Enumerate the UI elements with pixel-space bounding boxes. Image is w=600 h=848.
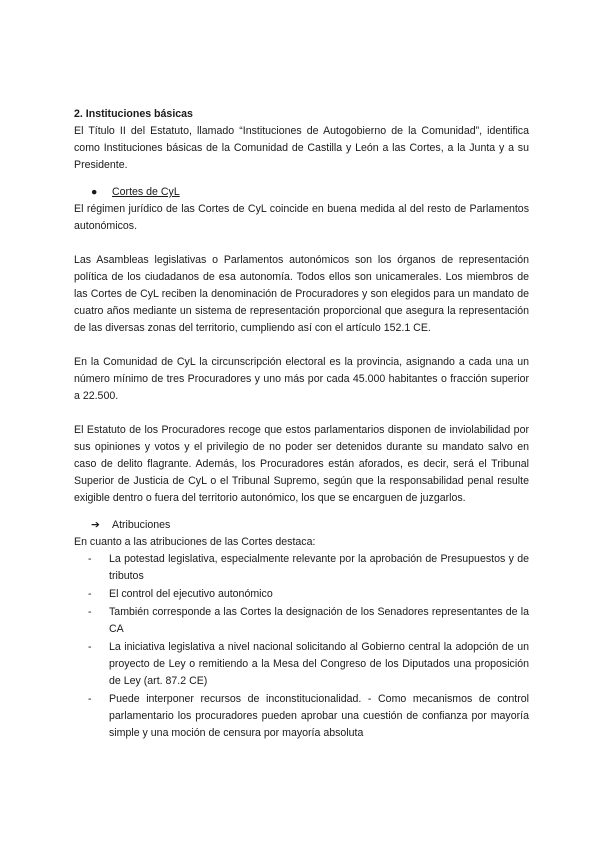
dash-icon: - <box>88 693 92 705</box>
list-item: - La iniciativa legislativa a nivel nacional solicitando al Gobierno central la adopción de un proyecto de Ley o remitiendo a la Mesa del Congreso de los Diputados una proposición de Ley (art. 87.2 CE) <box>88 641 529 687</box>
bullet-icon: ● <box>91 186 98 198</box>
cortes-paragraph-1: El régimen jurídico de las Cortes de CyL coincide en buena medida al del resto de Parlamentos autonómicos. <box>74 203 529 232</box>
cortes-bullet-item <box>74 184 529 201</box>
list-item: - La potestad legislativa, especialmente relevante por la aprobación de Presupuestos y de tributos <box>88 553 529 582</box>
dash-icon: - <box>88 588 92 600</box>
cortes-label: Cortes de CyL <box>112 186 180 198</box>
atribuciones-intro: En cuanto a las atribuciones de las Cortes destaca: <box>74 536 316 548</box>
cortes-paragraph-4: El Estatuto de los Procuradores recoge que estos parlamentarios disponen de inviolabilidad por sus opiniones y votos y el privilegio de no poder ser detenidos durante su mandato salvo en caso de delito flagrante. Además, los Procuradores están aforados, es decir, será el Tribunal Superior de Justicia de CyL o el Tribunal Supremo, según que la responsabilidad penal resulte exigible dentro o fuera del territorio autonómico, los que se encarguen de juzgarlos. <box>74 424 529 504</box>
cortes-paragraph-3: En la Comunidad de CyL la circunscripción electoral es la provincia, asignando a cada una un número mínimo de tres Procuradores y uno más por cada 45.000 habitantes o fracción superior a 22.500. <box>74 356 529 402</box>
atribuciones-label: Atribuciones <box>112 519 171 531</box>
arrow-icon: ➔ <box>91 519 100 531</box>
list-item: - Puede interponer recursos de inconstitucionalidad. - Como mecanismos de control parlamentario los procuradores pueden aprobar una cuestión de confianza por mayoría simple y una moción de censura por mayoría absoluta <box>88 693 529 739</box>
document-page <box>74 106 529 743</box>
section-intro: El Título II del Estatuto, llamado “Instituciones de Autogobierno de la Comunidad”, identifica como Instituciones básicas de la Comunidad de Castilla y León a las Cortes, a la Junta y a su Presidente. <box>74 125 529 171</box>
atribuciones-list <box>74 551 529 742</box>
dash-icon: - <box>88 606 92 618</box>
list-item: - El control del ejecutivo autonómico <box>74 586 529 603</box>
list-item: - También corresponde a las Cortes la designación de los Senadores representantes de la CA <box>88 606 529 635</box>
section-heading: 2. Instituciones básicas <box>74 108 193 120</box>
dash-icon: - <box>88 641 92 653</box>
cortes-paragraph-2: Las Asambleas legislativas o Parlamentos autonómicos son los órganos de representación política de los ciudadanos de esa autonomía. Todos ellos son unicamerales. Los miembros de las Cortes de CyL reciben la denominación de Procuradores y son elegidos para un mandato de cuatro años mediante un sistema de representación proporcional que asegura la representación de las diversas zonas del territorio, cumpliendo así con el artículo 152.1 CE. <box>74 254 529 334</box>
dash-icon: - <box>88 553 92 565</box>
atribuciones-heading <box>74 517 529 534</box>
